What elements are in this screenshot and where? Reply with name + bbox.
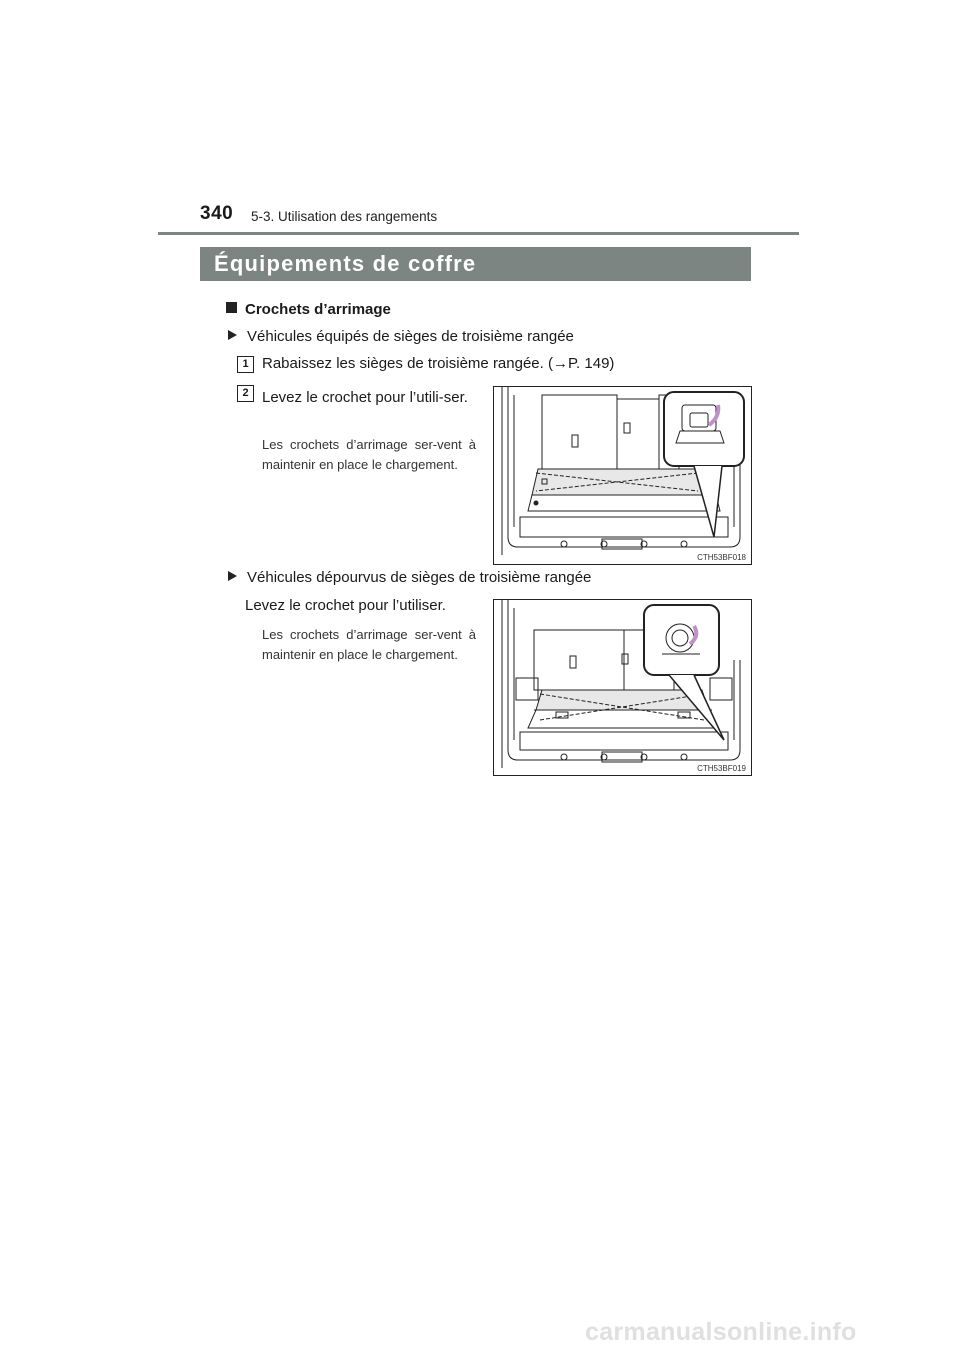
triangle-bullet-icon	[228, 330, 237, 340]
trunk-illustration-1	[494, 387, 751, 564]
chapter-title: 5-3. Utilisation des rangements	[251, 209, 438, 224]
header-rule	[158, 232, 799, 235]
figure-code: CTH53BF019	[697, 764, 746, 773]
subheading	[226, 301, 391, 318]
bullet-text: Véhicules équipés de sièges de troisième rangée	[247, 328, 574, 345]
bullet-text: Véhicules dépourvus de sièges de troisième rangée	[247, 569, 592, 586]
step-2-text: Levez le crochet pour l’utili-ser.	[262, 389, 468, 406]
instruction-no-third-row: Levez le crochet pour l’utiliser.	[245, 597, 446, 614]
section-title: Équipements de coffre	[214, 251, 477, 276]
page-number: 340	[200, 203, 234, 224]
step-number-2: 2	[237, 385, 254, 402]
figure-cargo-hooks-no-third-row	[493, 599, 752, 776]
subheading-text: Crochets d’arrimage	[245, 301, 391, 318]
square-bullet-icon	[226, 302, 237, 313]
bullet-third-row	[228, 328, 574, 345]
trunk-illustration-2	[494, 600, 751, 775]
watermark: carmanualsonline.info	[585, 1318, 857, 1346]
note-1: Les crochets d’arrimage ser-vent à maintenir en place le chargement.	[262, 437, 476, 472]
note-2: Les crochets d’arrimage ser-vent à maintenir en place le chargement.	[262, 627, 476, 662]
triangle-bullet-icon	[228, 571, 237, 581]
figure-code: CTH53BF018	[697, 553, 746, 562]
step-number-1: 1	[237, 356, 254, 373]
step-1-text: Rabaissez les sièges de troisième rangée. (→P. 149)	[262, 355, 615, 372]
figure-cargo-hooks-third-row	[493, 386, 752, 565]
bullet-no-third-row	[228, 569, 591, 586]
